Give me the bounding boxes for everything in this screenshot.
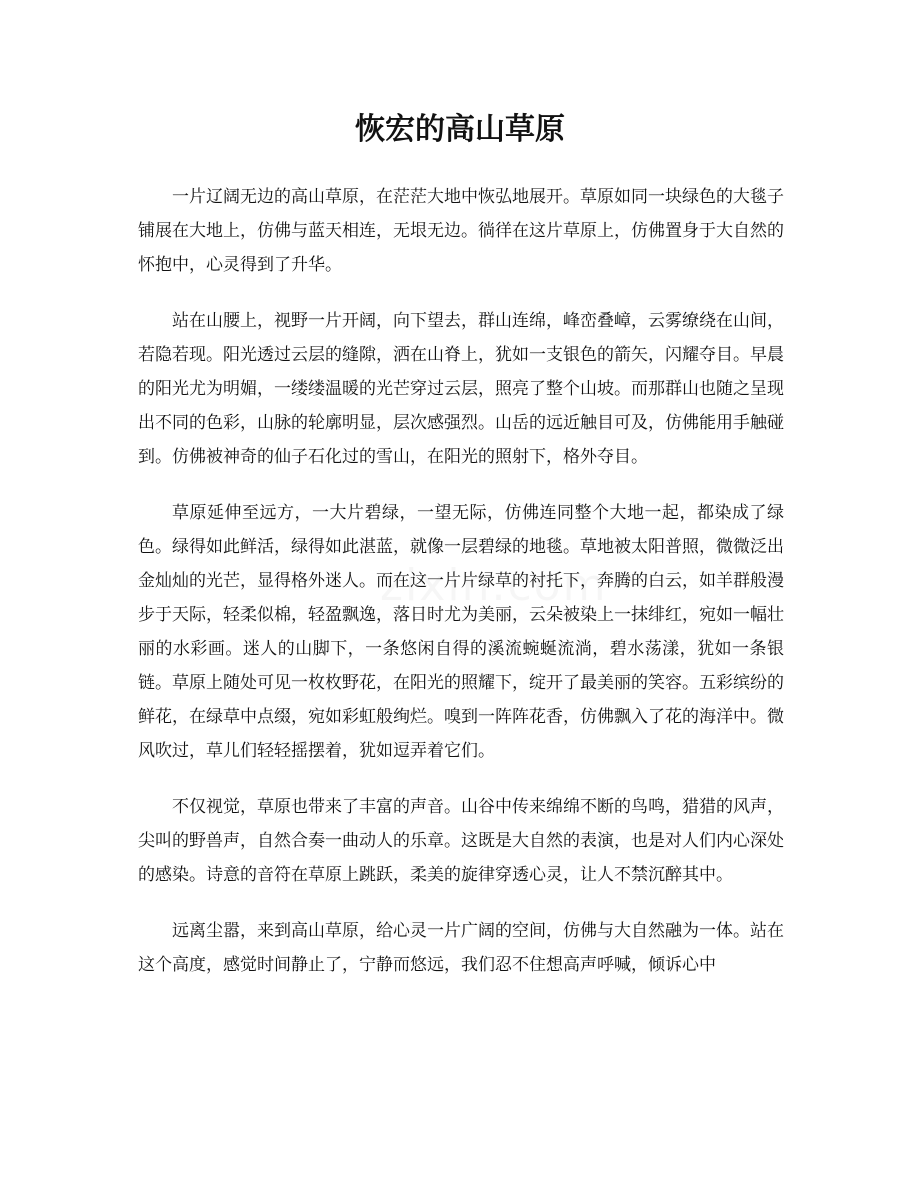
paragraph-1: 一片辽阔无边的高山草原，在茫茫大地中恢弘地展开。草原如同一块绿色的大毯子铺展在大地上，仿佛与蓝天相连，无垠无边。徜徉在这片草原上，仿佛置身于大自然的怀抱中，心灵得到了升华。	[138, 187, 784, 275]
paragraph-3: 草原延伸至远方，一大片碧绿，一望无际，仿佛连同整个大地一起，都染成了绿色。绿得如此鲜活，绿得如此湛蓝，就像一层碧绿的地毯。草地被太阳普照，微微泛出金灿灿的光芒，显得格外迷人。而在这一片片绿草的衬托下，奔腾的白云，如羊群般漫步于天际，轻柔似棉，轻盈飘逸，落日时尤为美丽，云朵被染上一抹绯红，宛如一幅壮丽的水彩画。迷人的山脚下，一条悠闲自得的溪流蜿蜒流淌，碧水荡漾，犹如一条银链。草原上随处可见一枚枚野花，在阳光的照耀下，绽开了最美丽的笑容。五彩缤纷的鲜花，在绿草中点缀，宛如彩虹般绚烂。嗅到一阵阵花香，仿佛飘入了花的海洋中。微风吹过，草儿们轻轻摇摆着，犹如逗弄着它们。	[138, 503, 784, 761]
paragraph-4: 不仅视觉，草原也带来了丰富的声音。山谷中传来绵绵不断的鸟鸣，猎猎的风声，尖叫的野兽声，自然合奏一曲动人的乐章。这既是大自然的表演，也是对人们内心深处的感染。诗意的音符在草原上跳跃，柔美的旋律穿透心灵，让人不禁沉醉其中。	[138, 797, 784, 885]
document-body	[138, 180, 784, 1004]
paragraph-2: 站在山腰上，视野一片开阔，向下望去，群山连绵，峰峦叠嶂，云雾缭绕在山间，若隐若现。阳光透过云层的缝隙，洒在山脊上，犹如一支银色的箭矢，闪耀夺目。早晨的阳光尤为明媚，一缕缕温暖的光芒穿过云层，照亮了整个山坡。而那群山也随之呈现出不同的色彩，山脉的轮廓明显，层次感强烈。山岳的远近触目可及，仿佛能用手触碰到。仿佛被神奇的仙子石化过的雪山，在阳光的照射下，格外夺目。	[138, 311, 784, 467]
document-title: 恢宏的高山草原	[355, 112, 565, 147]
paragraph-5: 远离尘嚣，来到高山草原，给心灵一片广阔的空间，仿佛与大自然融为一体。站在这个高度，感觉时间静止了，宁静而悠远，我们忍不住想高声呼喊，倾诉心中	[138, 921, 784, 975]
